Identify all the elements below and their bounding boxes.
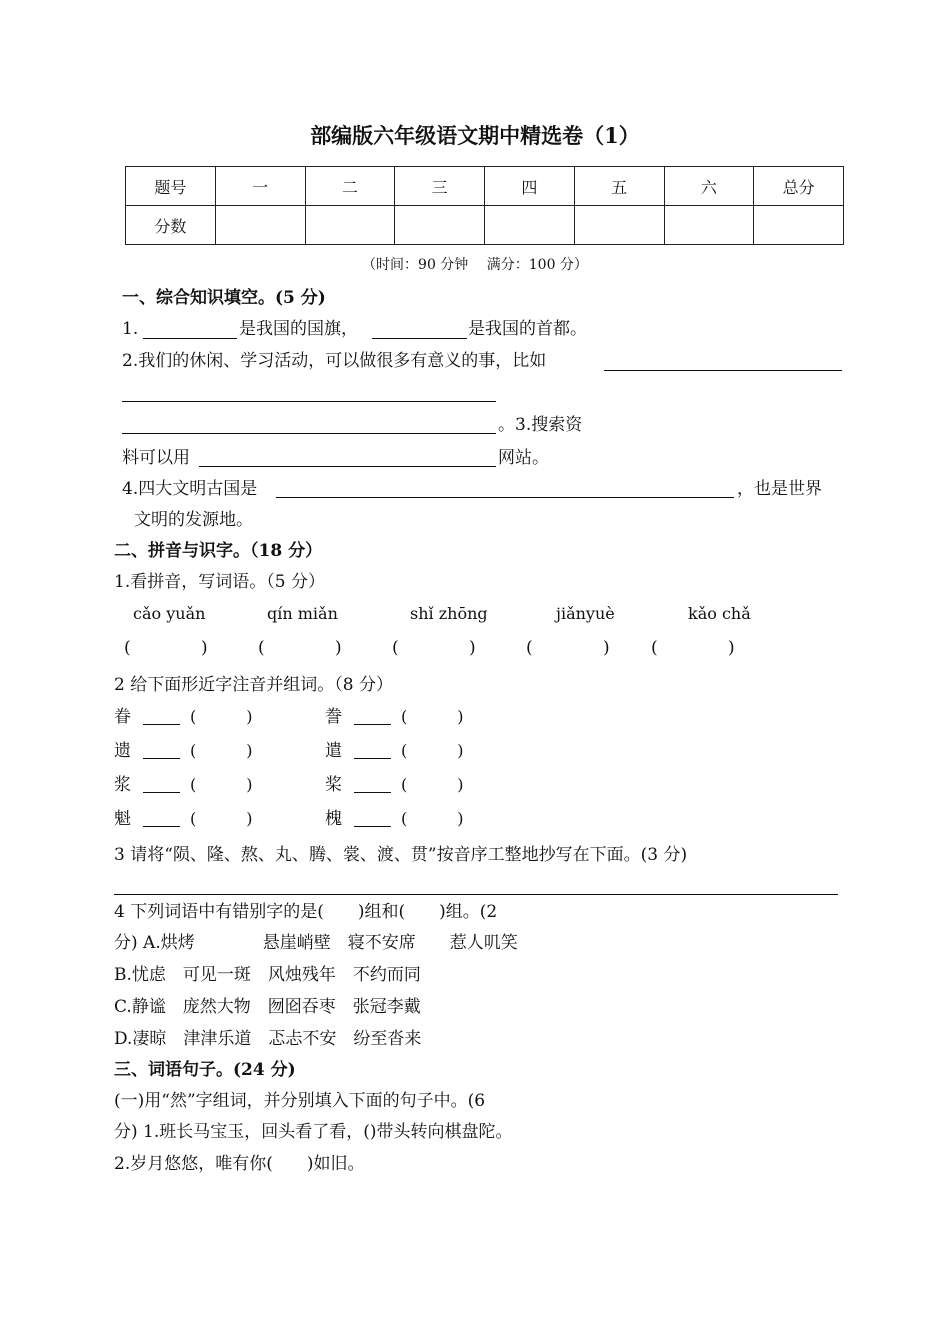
answer-paren-open: ( (651, 638, 658, 658)
q2-end-text: 。3.搜索资 (498, 415, 583, 435)
q4-end-text: ，也是世界 (737, 479, 822, 499)
word-paren: ( ) (401, 809, 464, 828)
pinyin-blank[interactable] (354, 758, 391, 759)
score-table-score-row (126, 206, 844, 245)
answer-blank[interactable] (372, 338, 467, 339)
q4-cont-text: 文明的发源地。 (134, 510, 253, 530)
table-cell: 题号 (126, 167, 216, 206)
answer-blank[interactable] (122, 433, 496, 434)
pinyin-blank[interactable] (354, 724, 391, 725)
char-right: 遣 (325, 741, 342, 761)
pinyin-5: kǎo chǎ (688, 604, 751, 623)
char-right: 桨 (325, 775, 342, 795)
table-cell: 五 (574, 167, 664, 206)
score-input-cell[interactable] (574, 206, 664, 245)
s2-q4-line1: 4 下列词语中有错别字的是( )组和( )组。(2 (114, 902, 498, 922)
table-cell: 三 (395, 167, 485, 206)
score-table-header-row (126, 167, 844, 206)
table-cell: 四 (485, 167, 575, 206)
answer-blank[interactable] (604, 370, 842, 371)
pinyin-blank[interactable] (143, 792, 180, 793)
s3-q2: 2.岁月悠悠，唯有你( )如旧。 (114, 1154, 365, 1174)
table-cell: 二 (305, 167, 395, 206)
answer-paren-open: ( (526, 638, 533, 658)
page-title: 部编版六年级语文期中精选卷（1） (310, 123, 640, 148)
answer-paren-open: ( (258, 638, 265, 658)
s2-q2-title: 2 给下面形近字注音并组词。（8 分） (114, 675, 393, 695)
answer-paren-close: ) (469, 638, 476, 658)
s2-q3-title: 3 请将“陨、隆、熬、丸、腾、裳、渡、贯”按音序工整地抄写在下面。(3 分) (114, 845, 688, 865)
table-cell: 六 (664, 167, 754, 206)
table-cell: 分数 (126, 206, 216, 245)
char-left: 遗 (114, 741, 131, 761)
option-c: C.静谧 庞然大物 囫囵吞枣 张冠李戴 (114, 997, 421, 1017)
score-input-cell[interactable] (305, 206, 395, 245)
score-input-cell[interactable] (215, 206, 305, 245)
word-paren: ( ) (190, 775, 253, 794)
char-right: 誊 (325, 707, 342, 727)
exam-info: （时间：90 分钟 满分：100 分） (362, 257, 588, 273)
section-1-heading: 一、综合知识填空。(5 分) (122, 288, 326, 308)
section-2-heading: 二、拼音与识字。（18 分） (114, 541, 323, 561)
word-paren: ( ) (190, 809, 253, 828)
q4-start-text: 4.四大文明古国是 (122, 479, 258, 499)
answer-blank[interactable] (114, 894, 838, 895)
word-paren: ( ) (190, 707, 253, 726)
s2-q4-line2: 分) A.烘烤 悬崖峭壁 寝不安席 惹人叽笑 (114, 933, 518, 953)
q3-end-text: 网站。 (498, 448, 549, 468)
pinyin-blank[interactable] (143, 724, 180, 725)
answer-paren-open: ( (124, 638, 131, 658)
pinyin-blank[interactable] (143, 758, 180, 759)
q1-end-text: 是我国的首都。 (468, 319, 587, 339)
answer-blank[interactable] (143, 338, 237, 339)
answer-paren-close: ) (603, 638, 610, 658)
q3-start-text: 料可以用 (122, 448, 190, 468)
answer-paren-open: ( (392, 638, 399, 658)
option-d: D.凄晾 津津乐道 忑忐不安 纷至沓来 (114, 1029, 422, 1049)
score-table (125, 166, 844, 245)
pinyin-blank[interactable] (143, 826, 180, 827)
q1-prefix: 1. (122, 319, 139, 339)
score-input-cell[interactable] (485, 206, 575, 245)
answer-paren-close: ) (201, 638, 208, 658)
pinyin-blank[interactable] (354, 792, 391, 793)
pinyin-blank[interactable] (354, 826, 391, 827)
q2-text: 2.我们的休闲、学习活动，可以做很多有意义的事，比如 (122, 351, 547, 371)
score-input-cell[interactable] (664, 206, 754, 245)
word-paren: ( ) (401, 741, 464, 760)
pinyin-2: qín miǎn (267, 604, 338, 623)
s3-sub1-line2: 分) 1.班长马宝玉，回头看了看，()带头转向棋盘陀。 (114, 1122, 513, 1142)
table-cell: 一 (215, 167, 305, 206)
word-paren: ( ) (401, 775, 464, 794)
score-input-cell[interactable] (754, 206, 844, 245)
word-paren: ( ) (190, 741, 253, 760)
answer-blank[interactable] (199, 466, 496, 467)
pinyin-4: jiǎnyuè (556, 604, 615, 623)
s2-q1-title: 1.看拼音，写词语。（5 分） (114, 572, 325, 592)
char-right: 槐 (325, 809, 342, 829)
s3-sub1-line1: (一)用“然”字组词，并分别填入下面的句子中。(6 (114, 1091, 486, 1111)
answer-blank[interactable] (122, 401, 496, 402)
pinyin-1: cǎo yuǎn (133, 604, 206, 623)
word-paren: ( ) (401, 707, 464, 726)
score-input-cell[interactable] (395, 206, 485, 245)
char-left: 魁 (114, 809, 131, 829)
char-left: 眷 (114, 707, 131, 727)
q1-mid-text: 是我国的国旗， (239, 319, 358, 339)
section-3-heading: 三、词语句子。(24 分) (114, 1060, 296, 1080)
answer-paren-close: ) (335, 638, 342, 658)
answer-blank[interactable] (276, 497, 734, 498)
char-left: 浆 (114, 775, 131, 795)
option-b: B.忧虑 可见一斑 风烛残年 不约而同 (114, 965, 421, 985)
table-cell: 总分 (754, 167, 844, 206)
pinyin-3: shǐ zhōng (410, 604, 488, 623)
answer-paren-close: ) (728, 638, 735, 658)
